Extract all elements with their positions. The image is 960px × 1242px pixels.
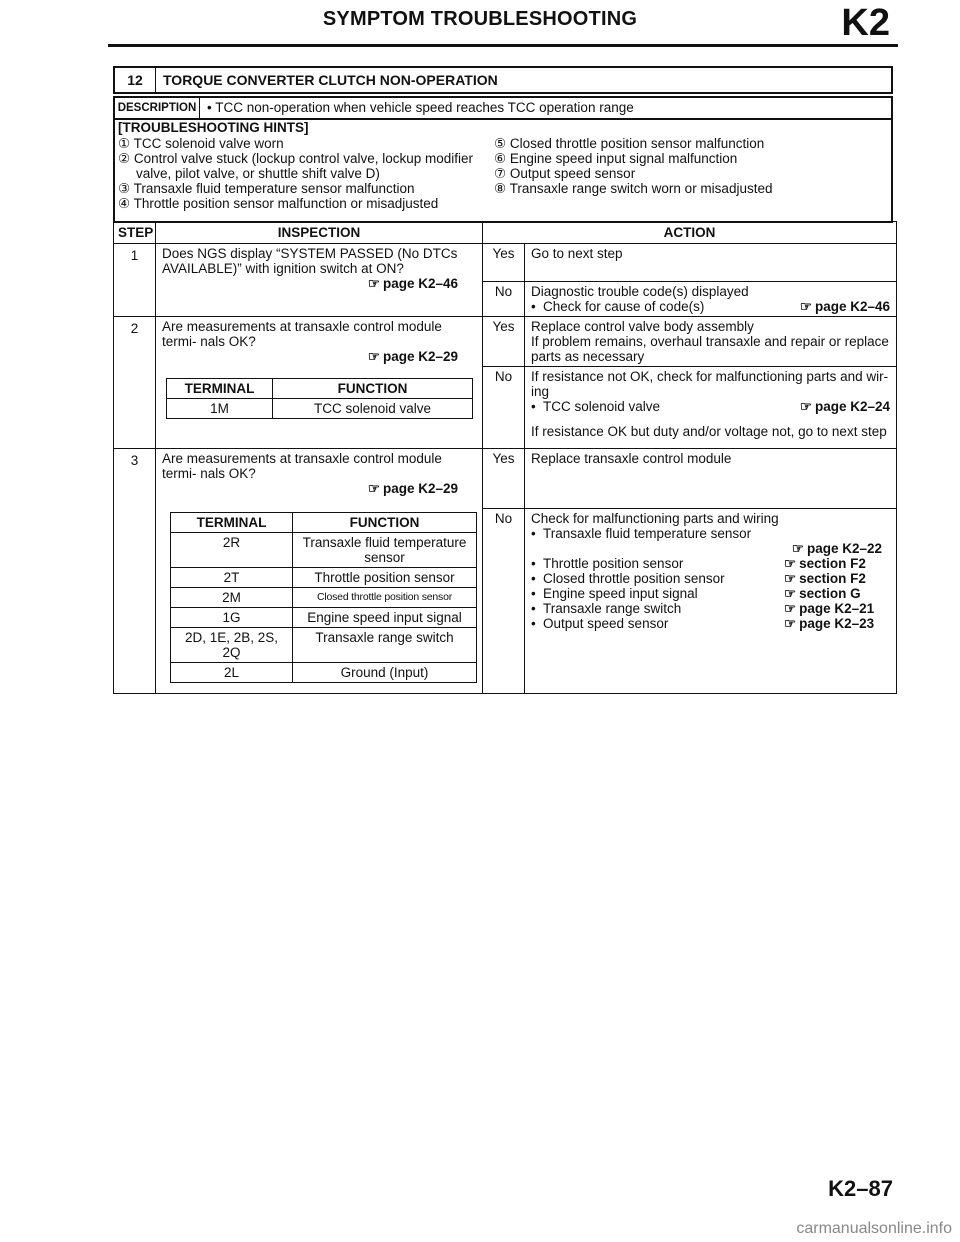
yes-label: Yes: [483, 449, 525, 509]
terminal-cell: 2D, 1E, 2B, 2S, 2Q: [171, 628, 293, 663]
action-cell: [525, 367, 897, 449]
troubleshooting-table: [113, 221, 897, 694]
step-number: 1: [114, 244, 156, 317]
function-cell: Ground (Input): [293, 663, 477, 683]
terminal-cell: 1M: [167, 399, 273, 419]
page-reference: ☞ page K2–46: [799, 299, 890, 314]
action-text: If problem remains, overhaul transaxle and repair or replace parts as necessary: [531, 334, 889, 364]
page-reference: ☞ page K2–24: [799, 399, 890, 414]
yes-label: Yes: [483, 317, 525, 367]
terminal-header-row: [171, 513, 477, 533]
terminal-table: [166, 378, 473, 419]
reference-icon: ☞: [799, 299, 811, 314]
page-reference: ☞ section G: [784, 586, 861, 601]
terminal-header: TERMINAL: [167, 379, 273, 399]
page-title: SYMPTOM TROUBLESHOOTING: [322, 8, 638, 30]
action-cell: Replace transaxle control module: [525, 449, 897, 509]
terminal-cell: 1G: [171, 608, 293, 628]
inspection-text: Does NGS display “SYSTEM PASSED (No DTCs AVAILABLE)” with ignition switch at ON?: [162, 246, 458, 276]
section-code: K2: [841, 2, 890, 44]
no-label: No: [483, 282, 525, 317]
page-reference: ☞ page K2–46: [367, 276, 458, 291]
table-row: [171, 588, 477, 608]
function-header: FUNCTION: [293, 513, 477, 533]
header-rule: [108, 44, 898, 47]
page-reference: ☞ page K2–22: [791, 541, 882, 556]
reference-icon: ☞: [367, 276, 379, 291]
function-cell: Throttle position sensor: [293, 568, 477, 588]
description-text: • TCC non-operation when vehicle speed reaches TCC operation range: [207, 100, 634, 115]
reference-icon: ☞: [791, 541, 803, 556]
reference-icon: ☞: [784, 556, 796, 571]
page-reference: ☞ page K2–23: [784, 616, 875, 631]
inspection-text: Are measurements at transaxle control module termi- nals OK?: [162, 451, 442, 481]
action-text: Check for malfunctioning parts and wiring: [531, 511, 779, 526]
table-header-row: [114, 222, 897, 244]
action-text: If resistance OK but duty and/or voltage not, go to next step: [531, 424, 887, 439]
symptom-number: 12: [115, 68, 156, 92]
description-label: DESCRIPTION: [115, 98, 200, 118]
hint-item: ⑧ Transaxle range switch worn or misadjusted: [494, 181, 773, 196]
action-text: Diagnostic trouble code(s) displayed: [531, 284, 749, 299]
table-row: [171, 568, 477, 588]
terminal-header: TERMINAL: [171, 513, 293, 533]
table-row: [114, 317, 897, 367]
table-row: [171, 663, 477, 683]
table-row: [171, 628, 477, 663]
hint-item: valve, pilot valve, or shuttle shift valve D): [136, 166, 380, 181]
function-cell: Engine speed input signal: [293, 608, 477, 628]
description-box: [113, 96, 893, 120]
hint-item: ④ Throttle position sensor malfunction or misadjusted: [118, 196, 439, 211]
page-reference: ☞ page K2–29: [367, 349, 458, 364]
list-item: • Output speed sensor ☞ page K2–23: [531, 616, 882, 631]
page-reference: ☞ section F2: [784, 571, 866, 586]
reference-icon: ☞: [799, 399, 811, 414]
symptom-title-box: [113, 66, 893, 94]
function-cell: Closed throttle position sensor: [293, 588, 477, 608]
table-row: [171, 608, 477, 628]
reference-icon: ☞: [784, 586, 796, 601]
watermark: carmanualsonline.info: [796, 1220, 952, 1237]
symptom-title: TORQUE CONVERTER CLUTCH NON-OPERATION: [163, 72, 498, 88]
reference-icon: ☞: [367, 349, 379, 364]
inspection-cell: [156, 317, 483, 449]
hints-left: [118, 136, 473, 211]
page-reference: ☞ page K2–21: [784, 601, 875, 616]
hint-item: ⑦ Output speed sensor: [494, 166, 636, 181]
hint-item: ② Control valve stuck (lockup control valve, lockup modifier: [118, 151, 473, 166]
hint-item: ① TCC solenoid valve worn: [118, 136, 284, 151]
hint-item: ③ Transaxle fluid temperature sensor malfunction: [118, 181, 415, 196]
function-cell: Transaxle fluid temperature sensor: [293, 533, 477, 568]
col-step: STEP: [114, 222, 156, 244]
list-item: • Engine speed input signal ☞ section G: [531, 586, 882, 601]
action-text: If resistance not OK, check for malfunctioning parts and wir- ing: [531, 369, 889, 399]
step-number: 3: [114, 449, 156, 694]
inspection-text: Are measurements at transaxle control module termi- nals OK?: [162, 319, 442, 349]
function-cell: Transaxle range switch: [293, 628, 477, 663]
reference-icon: ☞: [784, 616, 796, 631]
terminal-cell: 2T: [171, 568, 293, 588]
function-header: FUNCTION: [273, 379, 473, 399]
page-reference: ☞ section F2: [784, 556, 866, 571]
terminal-table: [170, 512, 477, 683]
hints-title: [TROUBLESHOOTING HINTS]: [118, 120, 309, 135]
table-row: [114, 244, 897, 282]
reference-icon: ☞: [367, 481, 379, 496]
hint-item: ⑥ Engine speed input signal malfunction: [494, 151, 738, 166]
terminal-cell: 2R: [171, 533, 293, 568]
action-cell: Go to next step: [525, 244, 897, 282]
reference-icon: ☞: [784, 571, 796, 586]
inspection-cell: [156, 449, 483, 694]
yes-label: Yes: [483, 244, 525, 282]
list-item: • Check for cause of code(s) ☞ page K2–46: [531, 299, 890, 314]
hint-item: ⑤ Closed throttle position sensor malfunction: [494, 136, 765, 151]
reference-icon: ☞: [784, 601, 796, 616]
no-label: No: [483, 367, 525, 449]
list-item: • Transaxle range switch ☞ page K2–21: [531, 601, 882, 616]
table-row: [167, 399, 473, 419]
list-item: • Transaxle fluid temperature sensor ☞ page K2–22: [531, 526, 882, 556]
step-number: 2: [114, 317, 156, 449]
terminal-cell: 2L: [171, 663, 293, 683]
table-row: [114, 449, 897, 509]
list-item: • Throttle position sensor ☞ section F2: [531, 556, 882, 571]
terminal-cell: 2M: [171, 588, 293, 608]
inspection-cell: [156, 244, 483, 317]
action-cell: [525, 509, 897, 694]
description-value: TCC non-operation when vehicle speed reaches TCC operation range: [215, 100, 634, 115]
hints-right: [494, 136, 772, 196]
list-item: • Closed throttle position sensor ☞ section F2: [531, 571, 882, 586]
action-text: Replace control valve body assembly: [531, 319, 754, 334]
page-number: K2–87: [828, 1176, 893, 1201]
list-item: • TCC solenoid valve ☞ page K2–24: [531, 399, 890, 414]
terminal-header-row: [167, 379, 473, 399]
col-inspection: INSPECTION: [156, 222, 483, 244]
page-reference: ☞ page K2–29: [367, 481, 458, 496]
action-cell: [525, 282, 897, 317]
action-cell: [525, 317, 897, 367]
table-row: [171, 533, 477, 568]
function-cell: TCC solenoid valve: [273, 399, 473, 419]
no-label: No: [483, 509, 525, 694]
col-action: ACTION: [483, 222, 897, 244]
